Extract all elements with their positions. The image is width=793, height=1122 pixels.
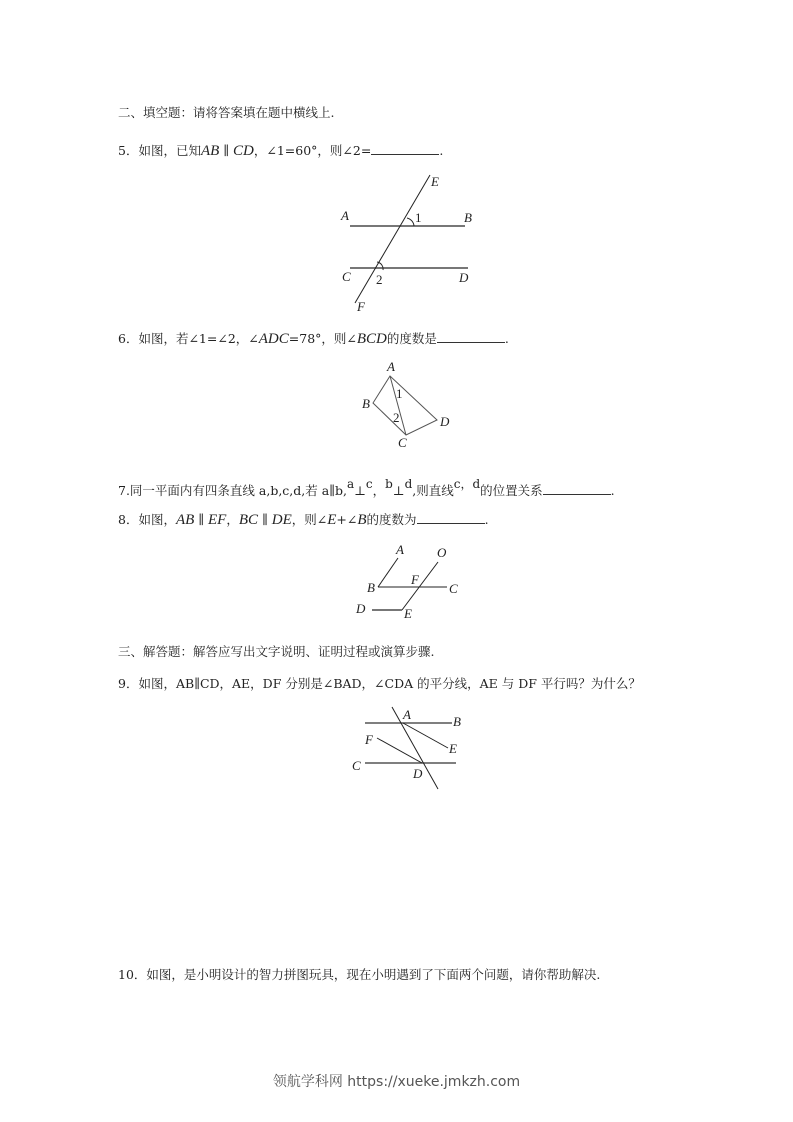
q8-par: ∥: [194, 512, 209, 527]
q8-e: E: [327, 512, 337, 528]
label-C: C: [449, 581, 458, 596]
q7-d: d: [404, 477, 413, 491]
label-E: E: [431, 174, 439, 189]
q8-plus: +∠: [336, 512, 358, 527]
label-E: E: [449, 741, 457, 756]
label-D: D: [413, 766, 423, 781]
label-C: C: [342, 269, 351, 284]
q8-de: DE: [271, 512, 292, 528]
angle-1-label: 1: [396, 386, 403, 401]
q6-end2: .: [504, 331, 509, 346]
label-F: F: [411, 572, 419, 587]
question-10: 10．如图，是小明设计的智力拼图玩具，现在小明遇到了下面两个问题，请你帮助解决.: [118, 967, 601, 982]
q7-perp: ⊥: [392, 483, 405, 498]
label-B: B: [362, 396, 370, 411]
label-B: B: [367, 580, 375, 595]
label-F: F: [357, 299, 365, 314]
q8-bc: BC: [238, 512, 259, 528]
q7-text: 7.同一平面内有四条直线 a,b,c,d,若 a∥b,: [118, 483, 347, 498]
q8-end: 的度数为: [366, 512, 417, 527]
figure-q9: [352, 707, 461, 789]
q7-perp: ⊥: [354, 483, 366, 498]
q8-end2: .: [484, 512, 489, 527]
angle-2-label: 2: [393, 410, 400, 425]
q6-adc: ADC: [258, 331, 289, 347]
figure-q5: [340, 174, 472, 314]
label-D: D: [459, 270, 469, 285]
q7-mid: ,则直线: [412, 483, 454, 498]
label-A: A: [387, 359, 395, 374]
label-B: B: [453, 714, 461, 729]
label-E: E: [404, 606, 412, 621]
q5-end: .: [439, 143, 444, 158]
q7-a: a: [346, 477, 355, 491]
q8-ab: AB: [175, 512, 195, 528]
q7-c2: c，: [453, 477, 473, 491]
section-3-heading: 三、解答题：解答应写出文字说明、证明过程或演算步骤.: [118, 644, 435, 659]
label-F: F: [365, 732, 373, 747]
q8-ef: EF: [208, 512, 227, 528]
label-D: D: [440, 414, 450, 429]
q5-cd: CD: [233, 143, 254, 159]
q6-bcd: BCD: [356, 331, 387, 347]
q7-b: b: [385, 477, 393, 491]
q8-par: ∥: [258, 512, 272, 527]
angle-1-label: 1: [415, 210, 422, 225]
label-D: D: [356, 601, 366, 616]
q6-text: 6．如图，若∠1=∠2，∠: [118, 331, 259, 346]
q7-comma: ，: [372, 483, 386, 498]
q8-text: 8．如图，: [118, 512, 176, 527]
label-A: A: [341, 208, 349, 223]
footer-watermark: 领航学科网 https://xueke.jmkzh.com: [272, 1074, 521, 1090]
q6-end: 的度数是: [386, 331, 437, 346]
q7-end: 的位置关系: [480, 483, 543, 498]
label-O: O: [437, 545, 447, 560]
q8-mid: ，则∠: [291, 512, 328, 527]
q6-mid: =78°，则∠: [288, 331, 357, 346]
q5-par: ∥: [219, 143, 234, 158]
q7-c: c: [365, 477, 373, 491]
q5-ab: AB: [200, 143, 220, 159]
q8-b: B: [357, 512, 367, 528]
label-A: A: [403, 707, 411, 722]
label-C: C: [398, 435, 407, 450]
label-C: C: [352, 758, 361, 773]
q7-end2: .: [610, 483, 615, 498]
label-B: B: [464, 210, 472, 225]
label-A: A: [396, 542, 404, 557]
question-9: 9．如图，AB∥CD，AE，DF 分别是∠BAD，∠CDA 的平分线，AE 与 DF 平行吗？为什么？: [118, 676, 641, 691]
angle-2-label: 2: [376, 272, 383, 287]
q8-sep: ，: [226, 512, 239, 527]
q7-d2: d: [472, 477, 481, 491]
q5-text: 5．如图，已知: [118, 143, 201, 158]
figure-q8: [355, 542, 458, 621]
section-2-heading: 二、填空题：请将答案填在题中横线上.: [118, 105, 335, 120]
q5-mid: ，∠1=60°，则∠2=: [253, 143, 372, 158]
figure-q6: [362, 359, 450, 450]
